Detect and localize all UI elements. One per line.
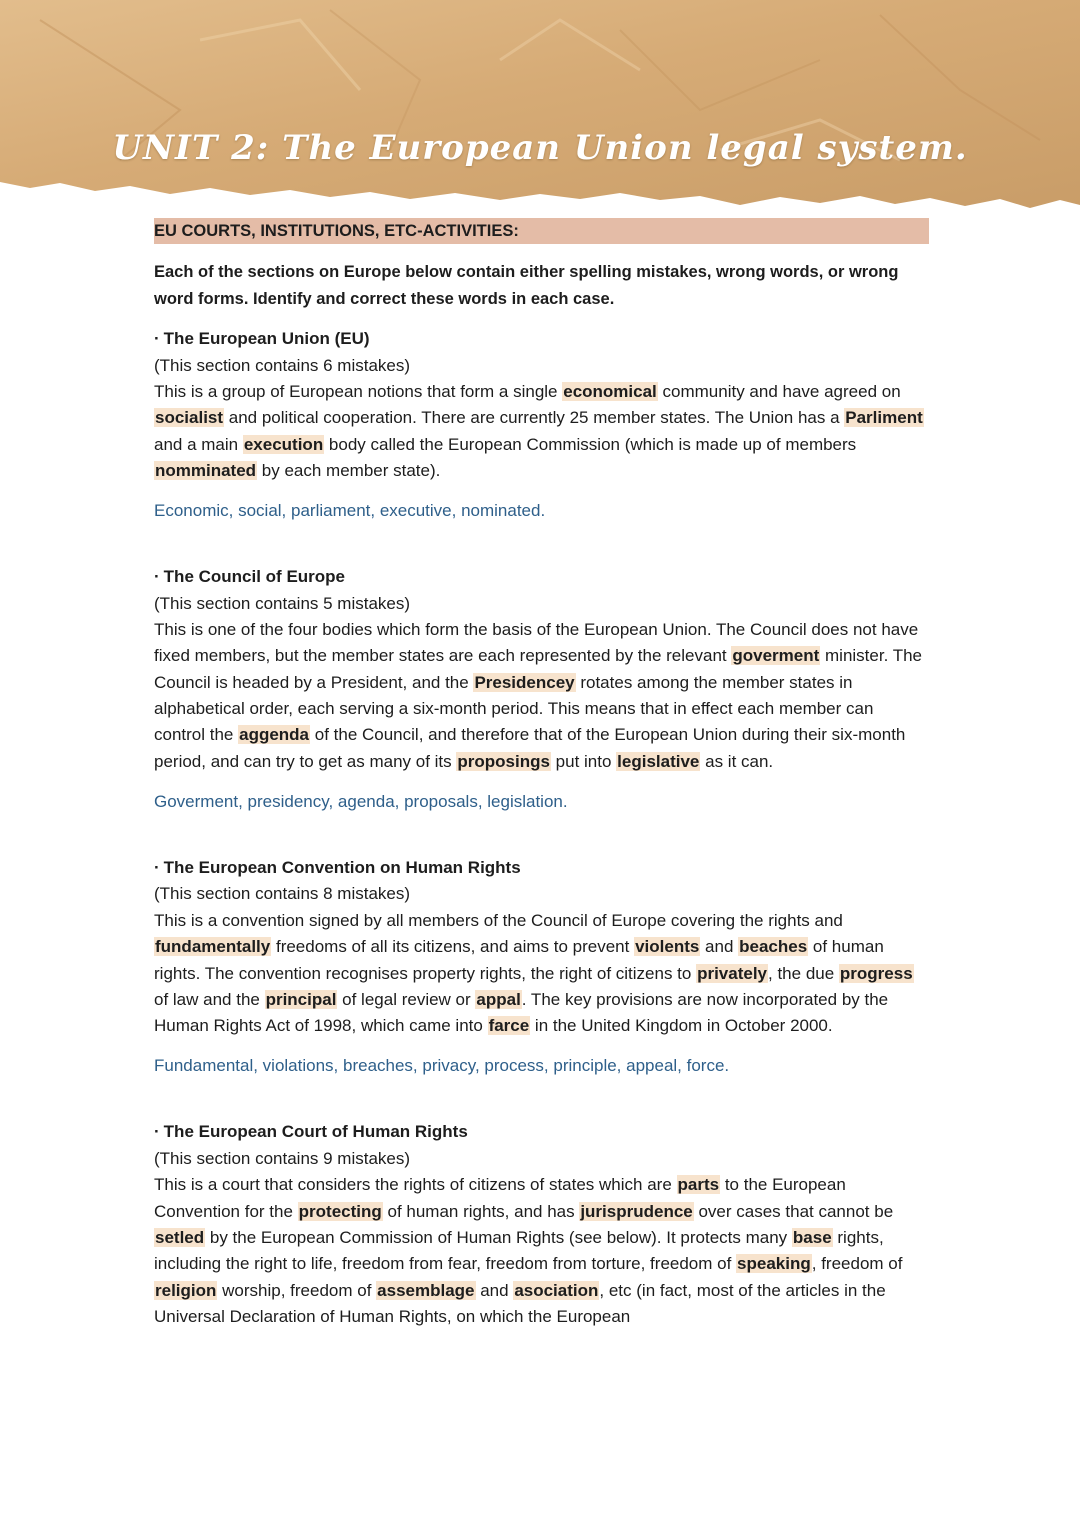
section-european-union xyxy=(154,326,929,524)
activity-instructions: Each of the sections on Europe below contain either spelling mistakes, wrong words, or wrong word forms. Identify and correct these words in each case. xyxy=(154,263,899,308)
bullet-icon: · xyxy=(154,567,160,587)
section-convention-human-rights xyxy=(154,855,929,1079)
highlighted-mistake: socialist xyxy=(155,408,224,428)
highlighted-mistake: asociation xyxy=(514,1280,599,1300)
section-text: This is a convention signed by all members of the Council of Europe covering the rights and fundamentally freedoms of all its citizens, and aims to prevent violents and beaches of human rights. The convention recognises property rights, the right of citizens to privately, the due progress of law and the principal of legal review or appal. The key provisions are now incorporated by the Human Rights Act of 1998, which came into farce in the United Kingdom in October 2000. xyxy=(154,910,913,1036)
highlighted-mistake: assemblage xyxy=(377,1280,475,1300)
bullet-icon: · xyxy=(154,857,160,877)
highlighted-mistake: execution xyxy=(243,434,324,454)
highlighted-mistake: setled xyxy=(155,1228,205,1248)
section-title: · The European Convention on Human Rights xyxy=(154,857,521,877)
bullet-icon: · xyxy=(154,1122,160,1142)
highlighted-mistake: fundamentally xyxy=(155,937,271,957)
section-answer: Goverment, presidency, agenda, proposals, legislation. xyxy=(154,791,568,811)
highlighted-mistake: goverment xyxy=(732,646,820,666)
section-mistake-count: (This section contains 6 mistakes) xyxy=(154,355,411,375)
section-answer: Economic, social, parliament, executive, nominated. xyxy=(154,501,546,521)
highlighted-mistake: aggenda xyxy=(239,725,310,745)
highlighted-mistake: Parliment xyxy=(845,408,923,428)
section-title: · The Council of Europe xyxy=(154,567,346,587)
highlighted-mistake: protecting xyxy=(298,1201,382,1221)
highlighted-mistake: farce xyxy=(488,1016,530,1036)
highlighted-mistake: principal xyxy=(265,989,337,1009)
section-answer: Fundamental, violations, breaches, privacy, process, principle, appeal, force. xyxy=(154,1056,730,1076)
section-text: This is one of the four bodies which form the basis of the European Union. The Council does not have fixed members, but the member states are each represented by the relevant goverment minister. The Council is headed by a President, and the Presidencey rotates among the member states in alphabetical order, each serving a six-month period. This means that in effect each member can control the aggenda of the Council, and therefore that of the European Union during their six-month period, and can try to get as many of its proposings put into legislative as it can. xyxy=(154,620,923,771)
highlighted-mistake: nomminated xyxy=(155,460,257,480)
section-mistake-count: (This section contains 5 mistakes) xyxy=(154,593,411,613)
highlighted-mistake: appal xyxy=(476,989,521,1009)
highlighted-mistake: economical xyxy=(563,382,657,401)
unit-title: UNIT 2: The European Union legal system. xyxy=(112,128,968,168)
highlighted-mistake: privately xyxy=(697,963,768,983)
highlighted-mistake: legislative xyxy=(617,751,700,771)
section-title: · The European Court of Human Rights xyxy=(154,1122,468,1142)
section-mistake-count: (This section contains 8 mistakes) xyxy=(154,884,411,904)
highlighted-mistake: religion xyxy=(155,1280,217,1300)
section-title: · The European Union (EU) xyxy=(154,329,370,348)
bullet-icon: · xyxy=(154,329,160,348)
highlighted-mistake: parts xyxy=(677,1175,720,1195)
crumpled-paper-banner xyxy=(0,0,1080,230)
highlighted-mistake: proposings xyxy=(457,751,550,771)
section-mistake-count: (This section contains 9 mistakes) xyxy=(154,1148,411,1168)
highlighted-mistake: progress xyxy=(839,963,913,983)
highlighted-mistake: violents xyxy=(635,937,700,957)
highlighted-mistake: speaking xyxy=(737,1254,811,1274)
highlighted-mistake: Presidencey xyxy=(474,672,575,692)
activity-heading: EU COURTS, INSTITUTIONS, ETC-ACTIVITIES: xyxy=(154,218,929,244)
document-content xyxy=(154,218,929,1330)
section-council-of-europe xyxy=(154,564,929,815)
section-text: This is a court that considers the rights of citizens of states which are parts to the European Convention for the protecting of human rights, and has jurisprudence over cases that cannot be setled by the European Commission of Human Rights (see below). It protects many base rights, including the right to life, freedom from fear, freedom from torture, freedom of speaking, freedom of religion worship, freedom of assemblage and asociation, etc (in fact, most of the articles in the Universal Declaration of Human Rights, on which the European xyxy=(154,1175,903,1326)
highlighted-mistake: base xyxy=(792,1228,832,1248)
section-court-human-rights xyxy=(154,1119,929,1330)
highlighted-mistake: beaches xyxy=(739,937,808,957)
highlighted-mistake: jurisprudence xyxy=(580,1201,693,1221)
section-text: This is a group of European notions that form a single economical community and have agreed on socialist and political cooperation. There are currently 25 member states. The Union has a Parliment and a main execution body called the European Commission (which is made up of members nomminated by each member state). xyxy=(154,382,923,480)
